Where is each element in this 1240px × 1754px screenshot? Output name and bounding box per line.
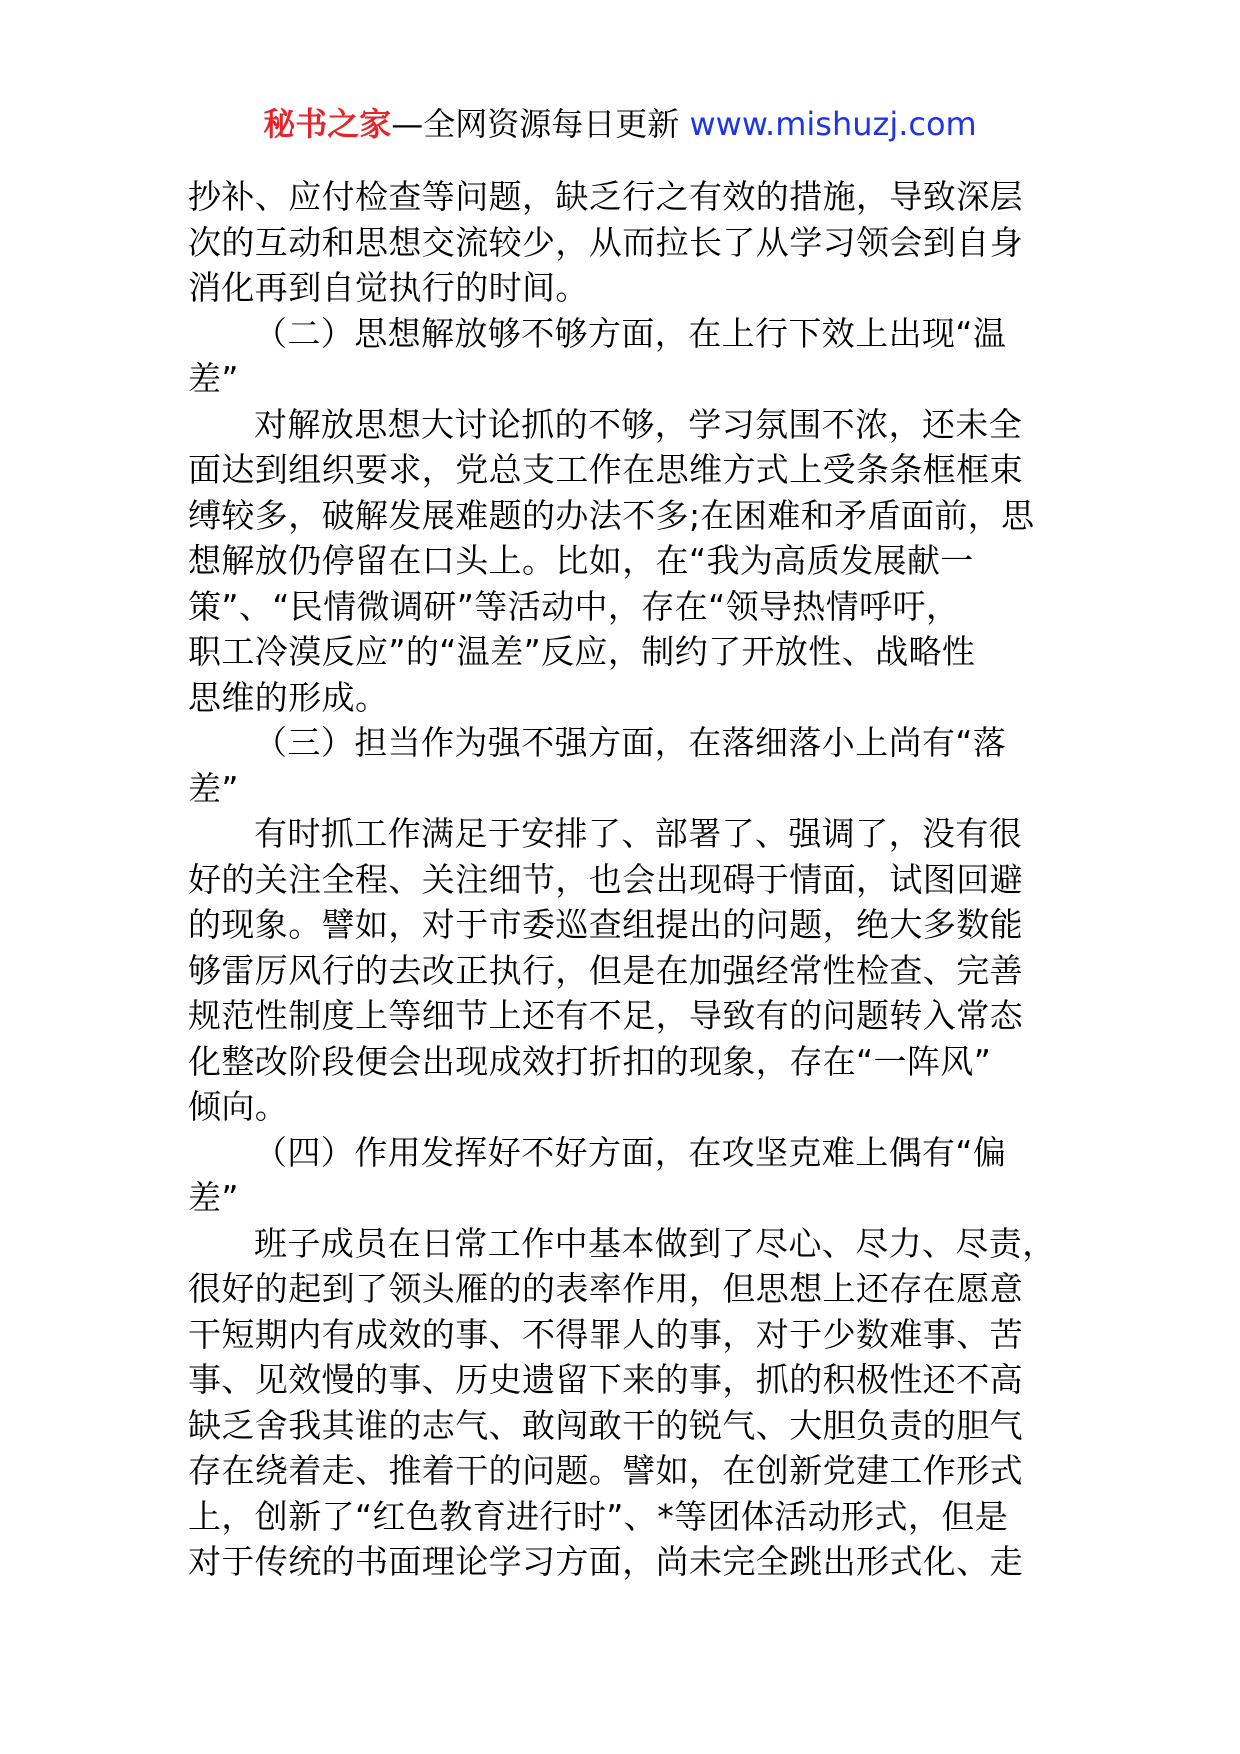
- text-line: 抄补、应付检查等问题，缺乏行之有效的措施，导致深层: [188, 177, 1023, 216]
- text-line: 思维的形成。: [188, 677, 389, 717]
- text-line: 缚较多，破解发展难题的办法不多;在困难和矛盾面前，思: [188, 495, 1035, 535]
- text-line: 班子成员在日常工作中基本做到了尽心、尽力、尽责，: [254, 1223, 1056, 1263]
- text-line: 差”: [188, 1178, 239, 1217]
- document-body: [188, 174, 1088, 1585]
- text-line: 策”、“民情微调研”等活动中，存在“领导热情呼吁，: [188, 586, 960, 626]
- text-line: 差”: [188, 359, 239, 398]
- text-line: 很好的起到了领头雁的的表率作用，但思想上还存在愿意: [188, 1269, 1023, 1308]
- text-line: 存在绕着走、推着干的问题。譬如，在创新党建工作形式: [188, 1451, 1023, 1490]
- text-line: 差”: [188, 768, 239, 808]
- text-line: （四）作用发挥好不好方面，在攻坚克难上偶有“偏: [254, 1132, 1007, 1172]
- text-line: 想解放仍停留在口头上。比如，在“我为高质发展献一: [188, 541, 974, 580]
- text-line: 消化再到自觉执行的时间。: [188, 268, 589, 307]
- text-line: 规范性制度上等细节上还有不足，导致有的问题转入常态: [188, 996, 1023, 1035]
- text-line: 的现象。譬如，对于市委巡查组提出的问题，绝大多数能: [188, 905, 1023, 944]
- text-line: 面达到组织要求，党总支工作在思维方式上受条条框框束: [188, 450, 1023, 489]
- text-line: （三）担当作为强不强方面，在落细落小上尚有“落: [254, 723, 1007, 762]
- text-line: 上，创新了“红色教育进行时”、*等团体活动形式，但是: [188, 1496, 1009, 1536]
- page-header: [0, 102, 1240, 146]
- text-line: 职工冷漠反应”的“温差”反应，制约了开放性、战略性: [188, 632, 976, 671]
- text-line: 好的关注全程、关注细节，也会出现碍于情面，试图回避: [188, 859, 1023, 899]
- text-line: 干短期内有成效的事、不得罪人的事，对于少数难事、苦: [188, 1314, 1023, 1354]
- text-line: 次的互动和思想交流较少，从而拉长了从学习领会到自身: [188, 222, 1023, 262]
- text-line: 对解放思想大讨论抓的不够，学习氛围不浓，还未全: [254, 404, 1023, 444]
- text-line: 事、见效慢的事、历史遗留下来的事，抓的积极性还不高: [188, 1360, 1023, 1399]
- text-line: 有时抓工作满足于安排了、部署了、强调了，没有很: [254, 814, 1023, 853]
- text-line: 倾向。: [188, 1087, 289, 1126]
- text-line: 缺乏舍我其谁的志气、敢闯敢干的锐气、大胆负责的胆气: [188, 1405, 1023, 1445]
- text-line: 化整改阶段便会出现成效打折扣的现象，存在“一阵风”: [188, 1041, 992, 1081]
- site-url-link[interactable]: www.mishuzj.com: [689, 105, 977, 143]
- text-line: 对于传统的书面理论学习方面，尚未完全跳出形式化、走: [188, 1542, 1023, 1581]
- text-line: 够雷厉风行的去改正执行，但是在加强经常性检查、完善: [188, 950, 1023, 990]
- site-brand: 秘书之家: [263, 105, 392, 143]
- site-slogan: —全网资源每日更新: [391, 105, 680, 143]
- text-line: （二）思想解放够不够方面，在上行下效上出现“温: [254, 313, 1007, 353]
